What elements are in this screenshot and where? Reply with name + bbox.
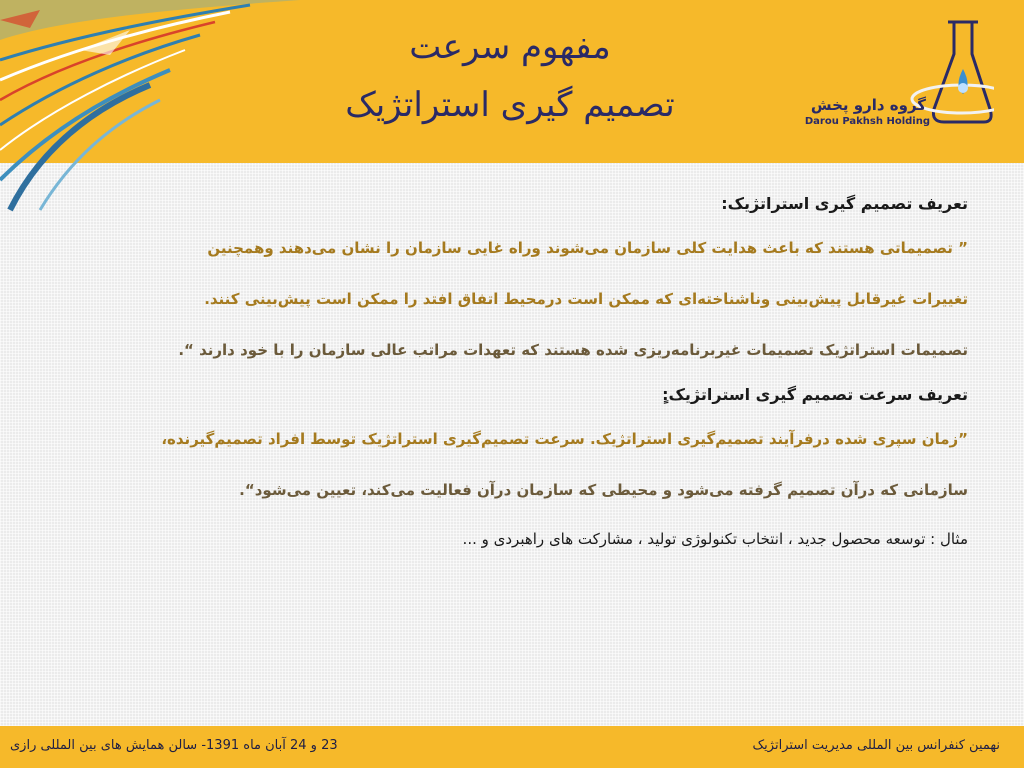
definition-1-line-3: تصمیمات استراتژیک تصمیمات غیربرنامه‌ریزی شده هستند که تعهدات مراتب عالی سازمان را با خود دارند “. <box>178 341 968 359</box>
footer-conference: نهمین کنفرانس بین المللی مدیریت استراتژیک <box>752 738 1000 753</box>
definition-1-line-1: ” تصمیماتی هستند که باعث هدایت کلی سازمان می‌شوند وراه غایی سازمان را نشان می‌دهند وهمچنین <box>207 239 968 257</box>
definition-1-line-2: تغییرات غیرقابل پیش‌بینی وناشناخته‌ای که ممکن است درمحیط اتفاق افتد را ممکن است پیش‌بینی کنند. <box>204 290 968 308</box>
definition-2-line-1: ”زمان سپری شده درفرآیند تصمیم‌گیری استراتژیک. سرعت تصمیم‌گیری استراتژیک توسط افراد تصمیم‌گیرنده، <box>161 430 968 448</box>
title-line-2: تصمیم گیری استراتژیک <box>345 85 675 125</box>
logo-subtext: Darou Pakhsh Holding <box>804 116 930 127</box>
slide-title <box>260 18 760 134</box>
arrows-swoosh-graphic <box>0 0 300 215</box>
footer-band <box>0 726 1024 768</box>
header-band <box>0 0 1024 163</box>
footer-date-venue: 23 و 24 آبان ماه 1391- سالن همایش های بین المللی رازی <box>10 738 338 753</box>
slide-body <box>40 185 968 558</box>
title-line-1: مفهوم سرعت <box>409 27 611 67</box>
definition-2-heading: تعریف سرعت تصمیم گیری استراتژیک:ٍ <box>662 385 968 404</box>
definition-2-line-2: سازمانی که درآن تصمیم گرفته می‌شود و محیطی که سازمان درآن فعالیت می‌کند، تعیین می‌شود“. <box>239 481 968 499</box>
example-text: مثال : توسعه محصول جدید ، انتخاب تکنولوژی تولید ، مشارکت های راهبردی و ... <box>462 530 968 548</box>
definition-1-heading: تعریف تصمیم گیری استراتژیک: <box>721 194 968 213</box>
logo-text: گروه دارو پخش <box>810 96 926 114</box>
